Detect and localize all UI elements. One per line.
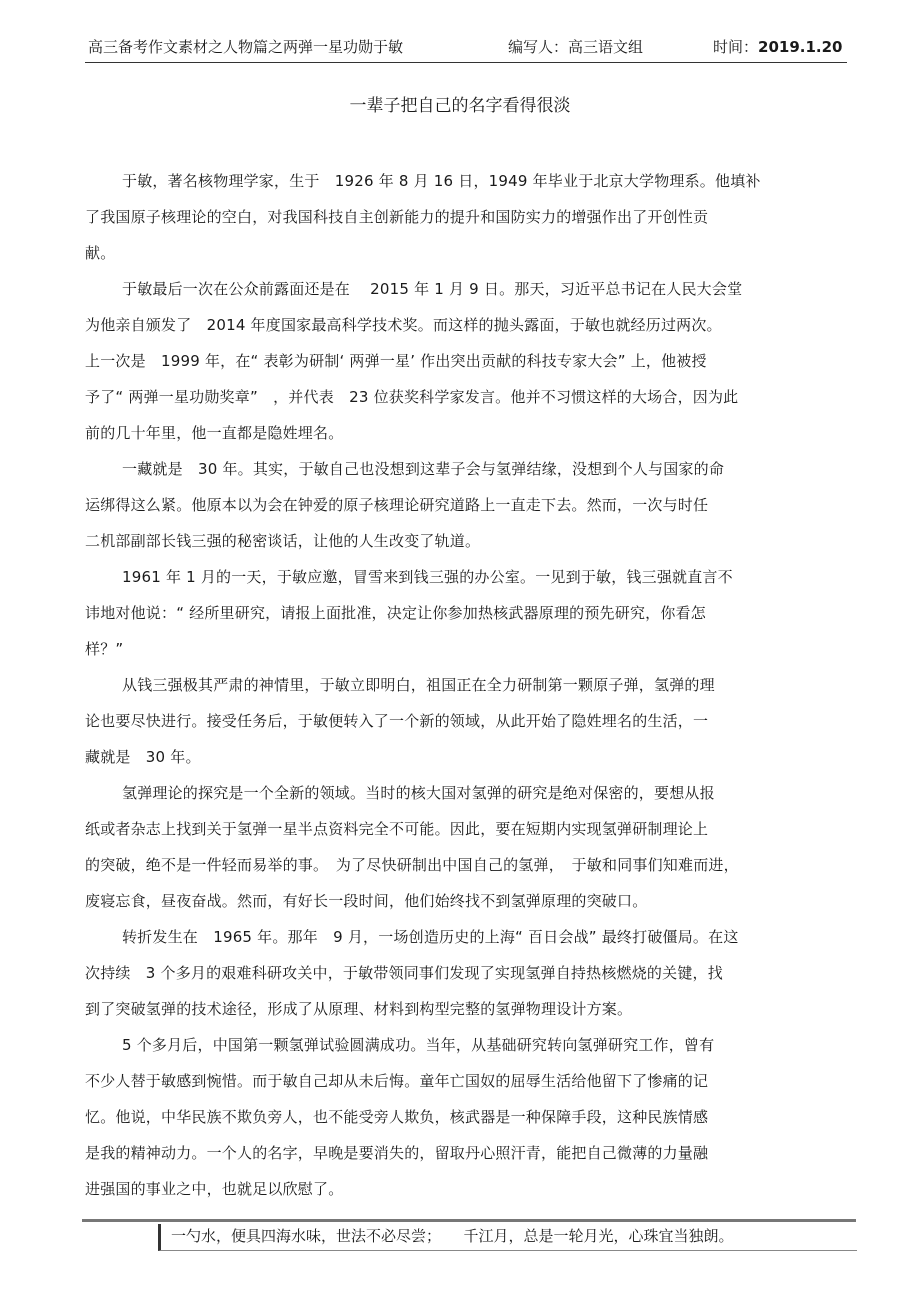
text-line: 废寝忘食，昼夜奋战。然而，有好长一段时间，他们始终找不到氢弹原理的突破口。: [85, 892, 648, 910]
header-time-value: 2019.1.20: [758, 38, 843, 56]
text-line: 一藏就是 30 年。其实，于敏自己也没想到这辈子会与氢弹结缘，没想到个人与国家的命: [122, 460, 725, 478]
header-time: [713, 36, 842, 58]
text-line: 的突破，绝不是一件轻而易举的事。 为了尽快研制出中国自己的氢弹， 于敏和同事们知难而进，: [85, 856, 739, 874]
text-line: 氢弹理论的探究是一个全新的领域。当时的核大国对氢弹的研究是绝对保密的，要想从报: [122, 784, 715, 802]
footer-rule: [82, 1219, 856, 1222]
footer-quote: 一勺水，便具四海水味，世法不必尽尝； 千江月，总是一轮月光，心珠宜当独朗。: [158, 1224, 857, 1251]
text-line: 纸或者杂志上找到关于氢弹一星半点资料完全不可能。因此，要在短期内实现氢弹研制理论上: [85, 820, 709, 838]
text-line: 前的几十年里，他一直都是隐姓埋名。: [85, 424, 344, 442]
text-line: 藏就是 30 年。: [85, 748, 201, 766]
text-line: 论也要尽快进行。接受任务后，于敏便转入了一个新的领域，从此开始了隐姓埋名的生活，一: [85, 712, 709, 730]
page-header: [85, 36, 847, 63]
text-line: 1961 年 1 月的一天，于敏应邀，冒雪来到钱三强的办公室。一见到于敏，钱三强就直言不: [122, 568, 733, 586]
text-line: 了我国原子核理论的空白，对我国科技自主创新能力的提升和国防实力的增强作出了开创性贡: [85, 208, 709, 226]
text-line: 予了“ 两弹一星功勋奖章” ，并代表 23 位获奖科学家发言。他并不习惯这样的大场合，因为此: [85, 388, 739, 406]
text-line: 从钱三强极其严肃的神情里，于敏立即明白，祖国正在全力研制第一颗原子弹，氢弹的理: [122, 676, 715, 694]
text-line: 献。: [85, 244, 116, 262]
text-line: 二机部副部长钱三强的秘密谈话，让他的人生改变了轨道。: [85, 532, 481, 550]
text-line: 为他亲自颁发了 2014 年度国家最高科学技术奖。而这样的抛头露面，于敏也就经历过两次。: [85, 316, 722, 334]
text-line: 次持续 3 个多月的艰难科研攻关中，于敏带领同事们发现了实现氢弹自持热核燃烧的关键，找: [85, 964, 723, 982]
article-body: [85, 168, 855, 1212]
text-line: 于敏最后一次在公众前露面还是在 2015 年 1 月 9 日。那天，习近平总书记在人民大会堂: [122, 280, 743, 298]
text-line: 不少人替于敏感到惋惜。而于敏自己却从未后悔。童年亡国奴的屈辱生活给他留下了惨痛的记: [85, 1072, 709, 1090]
text-line: 是我的精神动力。一个人的名字，早晚是要消失的，留取丹心照汗青，能把自己微薄的力量融: [85, 1144, 709, 1162]
text-line: 转折发生在 1965 年。那年 9 月，一场创造历史的上海“ 百日会战” 最终打破僵局。在这: [122, 928, 739, 946]
text-line: 进强国的事业之中，也就足以欣慰了。: [85, 1180, 344, 1198]
text-line: 5 个多月后，中国第一颗氢弹试验圆满成功。当年，从基础研究转向氢弹研究工作，曾有: [122, 1036, 715, 1054]
article-title: 一辈子把自己的名字看得很淡: [349, 96, 571, 116]
header-author: 编写人：高三语文组: [508, 38, 644, 56]
text-line: 上一次是 1999 年，在“ 表彰为研制‘ 两弹一星’ 作出突出贡献的科技专家大会” 上，他被授: [85, 352, 707, 370]
text-line: 运绑得这么紧。他原本以为会在钟爱的原子核理论研究道路上一直走下去。然而，一次与时任: [85, 496, 709, 514]
header-time-label: 时间：: [713, 38, 759, 56]
text-line: 讳地对他说：“ 经所里研究，请报上面批准，决定让你参加热核武器原理的预先研究，你看怎: [85, 604, 706, 622]
text-line: 样？”: [85, 640, 124, 658]
text-line: 忆。他说，中华民族不欺负旁人，也不能受旁人欺负，核武器是一种保障手段，这种民族情感: [85, 1108, 709, 1126]
text-line: 到了突破氢弹的技术途径，形成了从原理、材料到构型完整的氢弹物理设计方案。: [85, 1000, 633, 1018]
text-line: 于敏，著名核物理学家，生于 1926 年 8 月 16 日，1949 年毕业于北京大学物理系。他填补: [122, 172, 761, 190]
header-title: 高三备考作文素材之人物篇之两弹一星功勋于敏: [88, 38, 404, 56]
